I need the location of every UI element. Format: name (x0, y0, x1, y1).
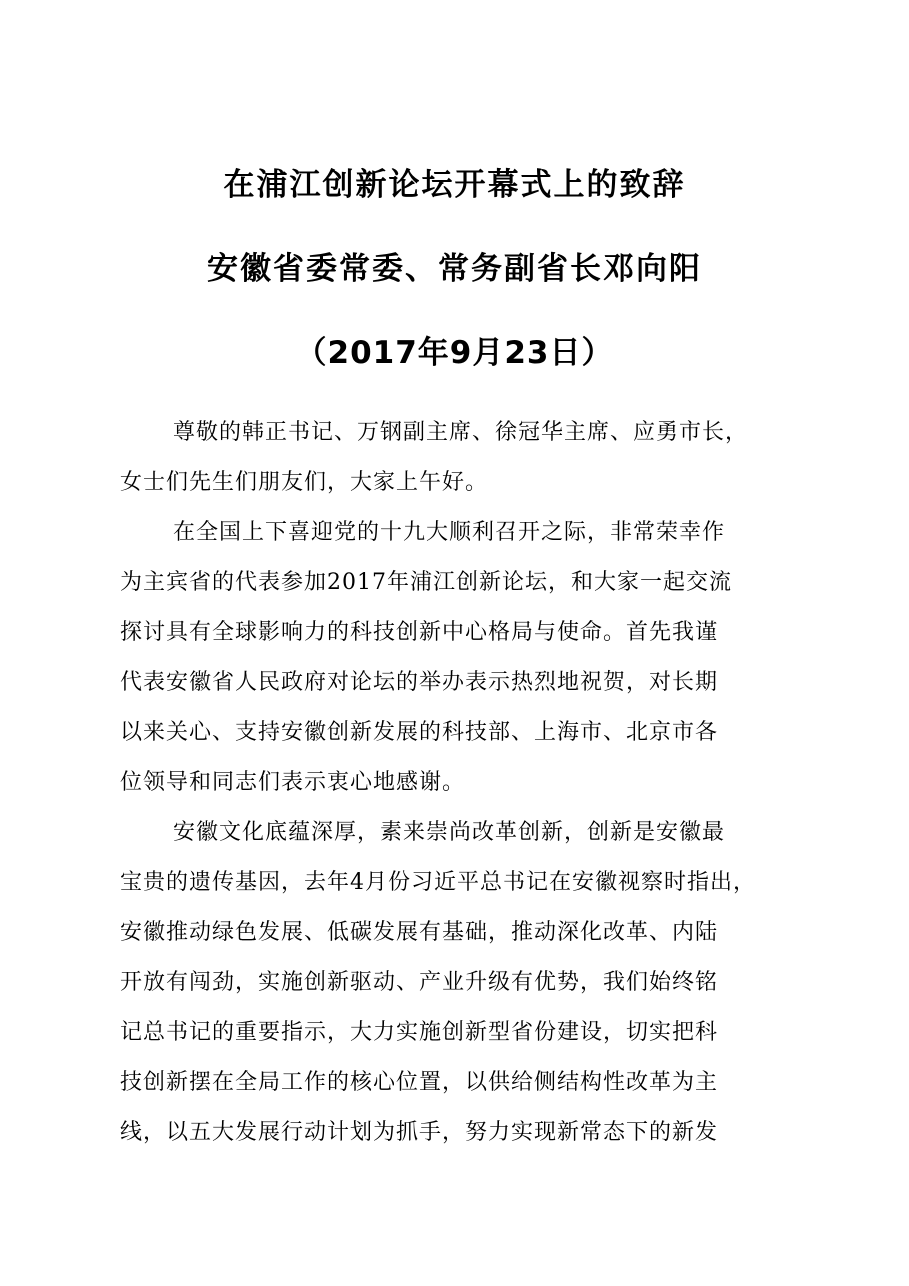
paragraph (120, 808, 800, 1158)
text-line: 探讨具有全球影响力的科技创新中心格局与使命。首先我谨 (120, 620, 719, 645)
text-line: 在全国上下喜迎党的十九大顺利召开之际，非常荣幸作 (173, 520, 726, 545)
text-line: 位领导和同志们表示衷心地感谢。 (120, 770, 466, 795)
text-line: 安徽推动绿色发展、低碳发展有基础，推动深化改革、内陆 (120, 920, 719, 945)
document-body (120, 408, 800, 1158)
text-line: 线，以五大发展行动计划为抓手，努力实现新常态下的新发 (120, 1120, 719, 1145)
text-line: 以来关心、支持安徽创新发展的科技部、上海市、北京市各 (120, 720, 719, 745)
text-line: 开放有闯劲，实施创新驱动、产业升级有优势，我们始终铭 (120, 970, 719, 995)
paragraph (120, 408, 800, 508)
text-line: 代表安徽省人民政府对论坛的举办表示热烈地祝贺，对长期 (120, 670, 719, 695)
document-title: 在浦江创新论坛开幕式上的致辞 (223, 167, 686, 203)
date-line: （2017年9月23日） (295, 335, 614, 371)
text-line: 为主宾省的代表参加2017年浦江创新论坛，和大家一起交流 (120, 570, 732, 595)
text-line: 安徽文化底蕴深厚，素来崇尚改革创新，创新是安徽最 (173, 820, 726, 845)
text-line: 记总书记的重要指示，大力实施创新型省份建设，切实把科 (120, 1020, 719, 1045)
speaker-line: 安徽省委常委、常务副省长邓向阳 (207, 251, 702, 287)
text-line: 宝贵的遗传基因，去年4月份习近平总书记在安徽视察时指出， (120, 870, 756, 895)
text-line: 技创新摆在全局工作的核心位置，以供给侧结构性改革为主 (120, 1070, 719, 1095)
text-line: 女士们先生们朋友们，大家上午好。 (120, 470, 489, 495)
paragraph (120, 508, 800, 808)
text-line: 尊敬的韩正书记、万钢副主席、徐冠华主席、应勇市长， (173, 420, 749, 445)
